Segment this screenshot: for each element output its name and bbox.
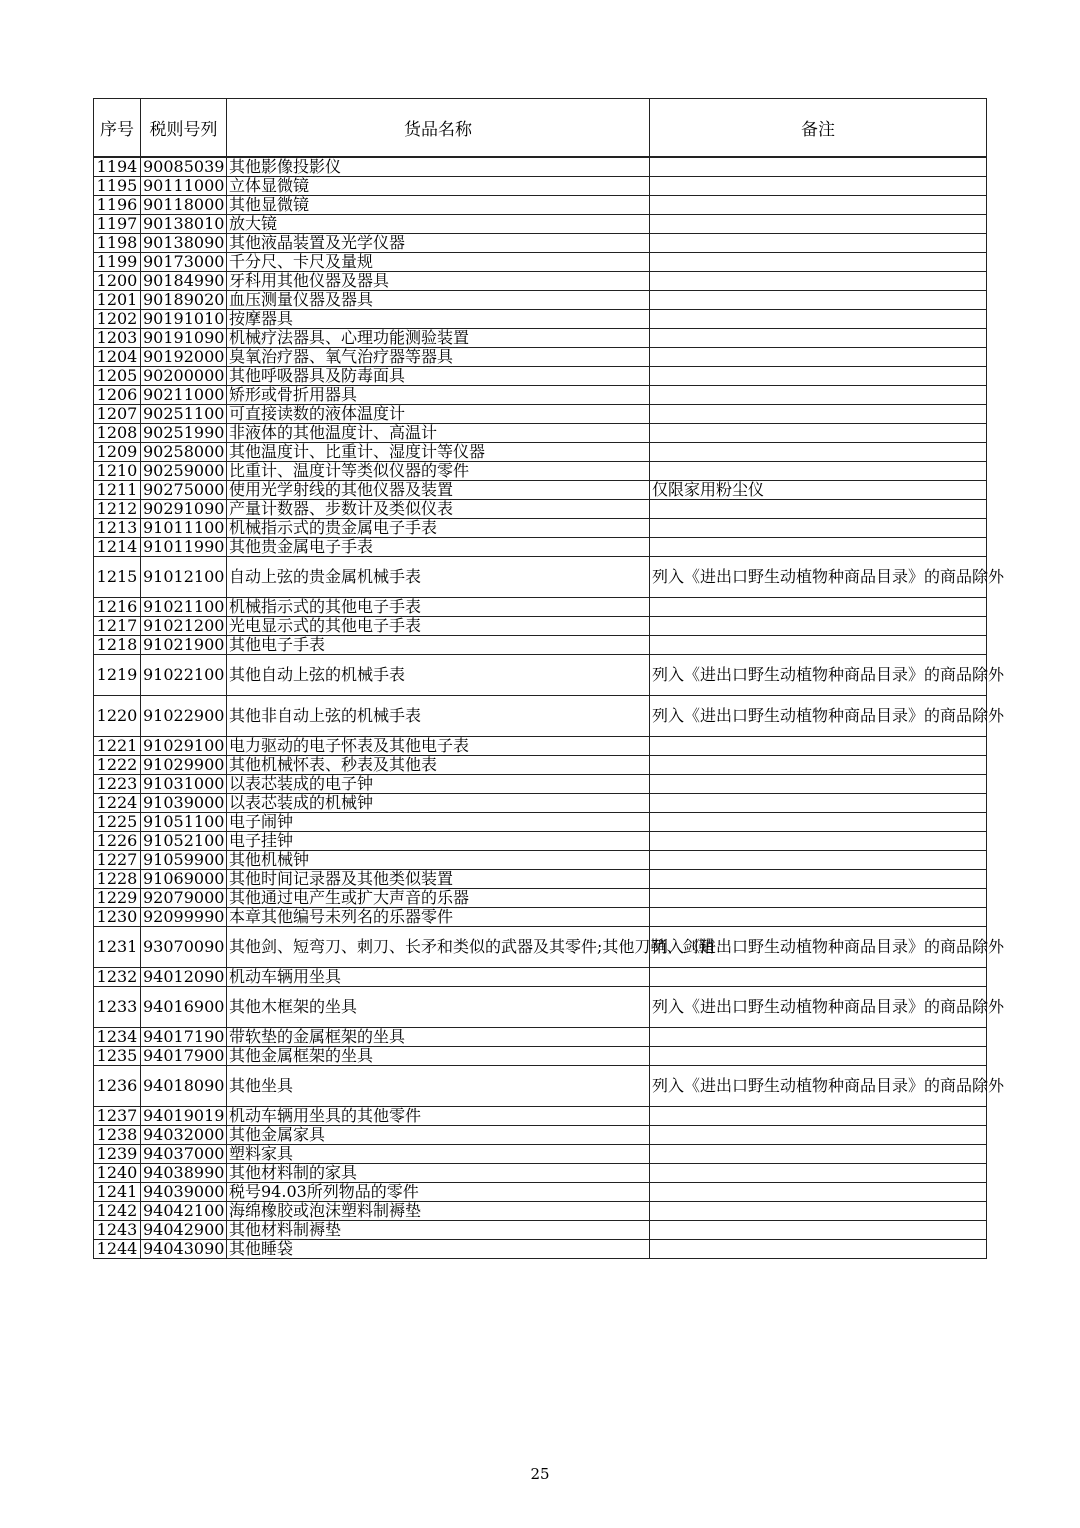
row-goods-name: 非液体的其他温度计、高温计	[227, 424, 650, 443]
row-goods-name: 可直接读数的液体温度计	[227, 405, 650, 424]
row-goods-name: 其他金属家具	[227, 1126, 650, 1145]
row-tariff-code: 90200000	[141, 367, 227, 386]
row-index: 1244	[94, 1240, 141, 1259]
table-row	[94, 215, 987, 234]
table-row	[94, 756, 987, 775]
table-row	[94, 1028, 987, 1047]
row-tariff-code: 92099990	[141, 908, 227, 927]
row-goods-name: 其他通过电产生或扩大声音的乐器	[227, 889, 650, 908]
row-index: 1221	[94, 737, 141, 756]
table-row	[94, 405, 987, 424]
row-remark	[650, 215, 987, 234]
row-remark	[650, 272, 987, 291]
row-goods-name: 机动车辆用坐具	[227, 968, 650, 987]
table-row	[94, 272, 987, 291]
row-tariff-code: 91022100	[141, 655, 227, 696]
table-row	[94, 775, 987, 794]
row-tariff-code: 91011100	[141, 519, 227, 538]
row-tariff-code: 91052100	[141, 832, 227, 851]
row-tariff-code: 90259000	[141, 462, 227, 481]
goods-table	[93, 98, 1005, 1259]
row-tariff-code: 91012100	[141, 557, 227, 598]
row-tariff-code: 91039000	[141, 794, 227, 813]
row-index: 1233	[94, 987, 141, 1028]
row-index: 1240	[94, 1164, 141, 1183]
row-index: 1197	[94, 215, 141, 234]
row-index: 1207	[94, 405, 141, 424]
row-index: 1230	[94, 908, 141, 927]
row-index: 1208	[94, 424, 141, 443]
row-remark	[650, 1183, 987, 1202]
row-remark	[650, 386, 987, 405]
row-index: 1203	[94, 329, 141, 348]
row-remark	[650, 1221, 987, 1240]
row-tariff-code: 94012090	[141, 968, 227, 987]
row-tariff-code: 90251100	[141, 405, 227, 424]
row-index: 1205	[94, 367, 141, 386]
header-goods-name: 货品名称	[227, 99, 650, 158]
row-remark	[650, 291, 987, 310]
table-row	[94, 462, 987, 481]
row-remark	[650, 196, 987, 215]
row-tariff-code: 90085039	[141, 157, 227, 177]
row-goods-name: 其他睡袋	[227, 1240, 650, 1259]
row-index: 1234	[94, 1028, 141, 1047]
row-goods-name: 光电显示式的其他电子手表	[227, 617, 650, 636]
row-goods-name: 本章其他编号未列名的乐器零件	[227, 908, 650, 927]
row-remark	[650, 519, 987, 538]
row-index: 1199	[94, 253, 141, 272]
table-row	[94, 196, 987, 215]
row-goods-name: 千分尺、卡尺及量规	[227, 253, 650, 272]
table-row	[94, 617, 987, 636]
row-index: 1215	[94, 557, 141, 598]
row-goods-name: 塑料家具	[227, 1145, 650, 1164]
row-remark	[650, 1126, 987, 1145]
table-row	[94, 177, 987, 196]
row-tariff-code: 94043090	[141, 1240, 227, 1259]
row-remark	[650, 405, 987, 424]
header-row	[94, 99, 987, 158]
table-row	[94, 636, 987, 655]
row-tariff-code: 94042100	[141, 1202, 227, 1221]
row-remark	[650, 253, 987, 272]
row-remark: 列入《进出口野生动植物种商品目录》的商品除外	[650, 1066, 987, 1107]
row-tariff-code: 90191090	[141, 329, 227, 348]
row-goods-name: 其他木框架的坐具	[227, 987, 650, 1028]
table-row	[94, 908, 987, 927]
table-row	[94, 968, 987, 987]
row-remark	[650, 310, 987, 329]
table-row	[94, 598, 987, 617]
table-row	[94, 1126, 987, 1145]
row-tariff-code: 90251990	[141, 424, 227, 443]
table-row	[94, 443, 987, 462]
header-remarks: 备注	[650, 99, 987, 158]
row-tariff-code: 92079000	[141, 889, 227, 908]
row-index: 1243	[94, 1221, 141, 1240]
table-row	[94, 1047, 987, 1066]
row-goods-name: 其他温度计、比重计、湿度计等仪器	[227, 443, 650, 462]
table-row	[94, 519, 987, 538]
header-index: 序号	[94, 99, 141, 158]
row-remark	[650, 348, 987, 367]
row-index: 1210	[94, 462, 141, 481]
row-goods-name: 带软垫的金属框架的坐具	[227, 1028, 650, 1047]
row-goods-name: 其他金属框架的坐具	[227, 1047, 650, 1066]
row-tariff-code: 94039000	[141, 1183, 227, 1202]
row-index: 1224	[94, 794, 141, 813]
row-tariff-code: 94042900	[141, 1221, 227, 1240]
row-tariff-code: 90275000	[141, 481, 227, 500]
row-index: 1237	[94, 1107, 141, 1126]
row-index: 1242	[94, 1202, 141, 1221]
row-goods-name: 其他材料制的家具	[227, 1164, 650, 1183]
row-tariff-code: 91051100	[141, 813, 227, 832]
row-index: 1211	[94, 481, 141, 500]
table-row	[94, 481, 987, 500]
row-remark	[650, 598, 987, 617]
row-remark	[650, 889, 987, 908]
table-row	[94, 348, 987, 367]
row-index: 1227	[94, 851, 141, 870]
row-tariff-code: 94032000	[141, 1126, 227, 1145]
row-tariff-code: 90258000	[141, 443, 227, 462]
row-remark	[650, 538, 987, 557]
row-index: 1212	[94, 500, 141, 519]
table-row	[94, 655, 987, 696]
row-index: 1235	[94, 1047, 141, 1066]
row-tariff-code: 91029900	[141, 756, 227, 775]
table-row	[94, 1107, 987, 1126]
row-index: 1225	[94, 813, 141, 832]
row-remark	[650, 617, 987, 636]
row-index: 1223	[94, 775, 141, 794]
row-remark	[650, 870, 987, 889]
row-goods-name: 放大镜	[227, 215, 650, 234]
row-tariff-code: 91021100	[141, 598, 227, 617]
row-goods-name: 其他机械怀表、秒表及其他表	[227, 756, 650, 775]
row-remark: 列入《进出口野生动植物种商品目录》的商品除外	[650, 655, 987, 696]
row-index: 1200	[94, 272, 141, 291]
row-remark	[650, 1107, 987, 1126]
row-goods-name: 海绵橡胶或泡沫塑料制褥垫	[227, 1202, 650, 1221]
table-row	[94, 1164, 987, 1183]
row-goods-name: 臭氧治疗器、氧气治疗器等器具	[227, 348, 650, 367]
row-remark	[650, 908, 987, 927]
row-goods-name: 立体显微镜	[227, 177, 650, 196]
row-remark: 列入《进出口野生动植物种商品目录》的商品除外	[650, 696, 987, 737]
row-goods-name: 以表芯装成的电子钟	[227, 775, 650, 794]
row-goods-name: 血压测量仪器及器具	[227, 291, 650, 310]
row-goods-name: 使用光学射线的其他仪器及装置	[227, 481, 650, 500]
row-index: 1241	[94, 1183, 141, 1202]
row-index: 1209	[94, 443, 141, 462]
row-tariff-code: 94038990	[141, 1164, 227, 1183]
table-row	[94, 870, 987, 889]
table-row	[94, 557, 987, 598]
table-row	[94, 157, 987, 177]
row-tariff-code: 90184990	[141, 272, 227, 291]
row-tariff-code: 90211000	[141, 386, 227, 405]
table-row	[94, 538, 987, 557]
row-goods-name: 其他坐具	[227, 1066, 650, 1107]
row-goods-name: 机动车辆用坐具的其他零件	[227, 1107, 650, 1126]
row-goods-name: 其他非自动上弦的机械手表	[227, 696, 650, 737]
row-index: 1206	[94, 386, 141, 405]
table-row	[94, 1145, 987, 1164]
row-index: 1217	[94, 617, 141, 636]
row-remark	[650, 1240, 987, 1259]
row-remark	[650, 756, 987, 775]
row-index: 1229	[94, 889, 141, 908]
row-index: 1204	[94, 348, 141, 367]
row-remark	[650, 157, 987, 177]
row-tariff-code: 90192000	[141, 348, 227, 367]
row-remark	[650, 1164, 987, 1183]
table-row	[94, 927, 987, 968]
row-index: 1236	[94, 1066, 141, 1107]
row-goods-name: 机械疗法器具、心理功能测验装置	[227, 329, 650, 348]
row-goods-name: 比重计、温度计等类似仪器的零件	[227, 462, 650, 481]
row-remark	[650, 794, 987, 813]
row-goods-name: 以表芯装成的机械钟	[227, 794, 650, 813]
row-remark	[650, 737, 987, 756]
row-remark	[650, 636, 987, 655]
row-goods-name: 自动上弦的贵金属机械手表	[227, 557, 650, 598]
table-row	[94, 889, 987, 908]
row-index: 1228	[94, 870, 141, 889]
table-row	[94, 500, 987, 519]
row-remark	[650, 177, 987, 196]
row-tariff-code: 91022900	[141, 696, 227, 737]
row-goods-name: 机械指示式的其他电子手表	[227, 598, 650, 617]
header-tariff-code: 税则号列	[141, 99, 227, 158]
row-index: 1232	[94, 968, 141, 987]
row-goods-name: 其他剑、短弯刀、刺刀、长矛和类似的武器及其零件;其他刀鞘、剑鞘	[227, 927, 650, 968]
table-row	[94, 987, 987, 1028]
row-index: 1195	[94, 177, 141, 196]
row-goods-name: 产量计数器、步数计及类似仪表	[227, 500, 650, 519]
table-row	[94, 851, 987, 870]
row-tariff-code: 90118000	[141, 196, 227, 215]
row-goods-name: 其他材料制褥垫	[227, 1221, 650, 1240]
row-goods-name: 其他机械钟	[227, 851, 650, 870]
table-row	[94, 329, 987, 348]
row-index: 1219	[94, 655, 141, 696]
row-tariff-code: 94016900	[141, 987, 227, 1028]
row-goods-name: 税号94.03所列物品的零件	[227, 1183, 650, 1202]
table-row	[94, 794, 987, 813]
row-goods-name: 机械指示式的贵金属电子手表	[227, 519, 650, 538]
row-goods-name: 电子闹钟	[227, 813, 650, 832]
row-tariff-code: 90111000	[141, 177, 227, 196]
table-row	[94, 737, 987, 756]
row-remark	[650, 234, 987, 253]
table-row	[94, 696, 987, 737]
table-row	[94, 386, 987, 405]
row-remark	[650, 851, 987, 870]
row-tariff-code: 91011990	[141, 538, 227, 557]
row-goods-name: 矫形或骨折用器具	[227, 386, 650, 405]
row-index: 1222	[94, 756, 141, 775]
row-tariff-code: 90291090	[141, 500, 227, 519]
row-remark	[650, 1047, 987, 1066]
row-remark	[650, 443, 987, 462]
row-index: 1220	[94, 696, 141, 737]
row-remark: 仅限家用粉尘仪	[650, 481, 987, 500]
row-remark	[650, 775, 987, 794]
table-row	[94, 1202, 987, 1221]
row-tariff-code: 91029100	[141, 737, 227, 756]
row-index: 1231	[94, 927, 141, 968]
row-tariff-code: 94017900	[141, 1047, 227, 1066]
row-index: 1196	[94, 196, 141, 215]
row-goods-name: 牙科用其他仪器及器具	[227, 272, 650, 291]
table-row	[94, 1183, 987, 1202]
row-tariff-code: 90189020	[141, 291, 227, 310]
table-row	[94, 813, 987, 832]
row-goods-name: 其他电子手表	[227, 636, 650, 655]
row-tariff-code: 94019019	[141, 1107, 227, 1126]
table-row	[94, 1240, 987, 1259]
table-row	[94, 310, 987, 329]
row-index: 1239	[94, 1145, 141, 1164]
row-goods-name: 其他时间记录器及其他类似装置	[227, 870, 650, 889]
row-goods-name: 其他贵金属电子手表	[227, 538, 650, 557]
row-index: 1194	[94, 157, 141, 177]
table-row	[94, 424, 987, 443]
row-remark	[650, 1145, 987, 1164]
row-index: 1238	[94, 1126, 141, 1145]
row-tariff-code: 90191010	[141, 310, 227, 329]
row-remark	[650, 462, 987, 481]
table-row	[94, 291, 987, 310]
row-tariff-code: 90138090	[141, 234, 227, 253]
row-remark: 列入《进出口野生动植物种商品目录》的商品除外	[650, 987, 987, 1028]
row-goods-name: 其他影像投影仪	[227, 157, 650, 177]
row-goods-name: 按摩器具	[227, 310, 650, 329]
table-row	[94, 367, 987, 386]
row-tariff-code: 91021200	[141, 617, 227, 636]
row-goods-name: 电力驱动的电子怀表及其他电子表	[227, 737, 650, 756]
table-body	[94, 157, 1005, 1259]
row-tariff-code: 94037000	[141, 1145, 227, 1164]
row-index: 1216	[94, 598, 141, 617]
row-goods-name: 其他呼吸器具及防毒面具	[227, 367, 650, 386]
row-remark	[650, 1202, 987, 1221]
row-goods-name: 其他自动上弦的机械手表	[227, 655, 650, 696]
table-row	[94, 1066, 987, 1107]
row-remark	[650, 813, 987, 832]
row-goods-name: 其他显微镜	[227, 196, 650, 215]
row-remark	[650, 500, 987, 519]
row-tariff-code: 94017190	[141, 1028, 227, 1047]
row-index: 1202	[94, 310, 141, 329]
row-remark	[650, 1028, 987, 1047]
page-number: 25	[530, 1465, 550, 1483]
row-index: 1214	[94, 538, 141, 557]
row-remark	[650, 424, 987, 443]
row-tariff-code: 94018090	[141, 1066, 227, 1107]
row-index: 1218	[94, 636, 141, 655]
row-tariff-code: 90138010	[141, 215, 227, 234]
row-remark: 列入《进出口野生动植物种商品目录》的商品除外	[650, 927, 987, 968]
table-row	[94, 234, 987, 253]
table-row	[94, 832, 987, 851]
row-index: 1213	[94, 519, 141, 538]
row-tariff-code: 90173000	[141, 253, 227, 272]
row-tariff-code: 93070090	[141, 927, 227, 968]
table-row	[94, 253, 987, 272]
row-remark	[650, 367, 987, 386]
row-tariff-code: 91031000	[141, 775, 227, 794]
row-index: 1226	[94, 832, 141, 851]
table-row	[94, 1221, 987, 1240]
row-tariff-code: 91021900	[141, 636, 227, 655]
row-tariff-code: 91059900	[141, 851, 227, 870]
row-goods-name: 其他液晶装置及光学仪器	[227, 234, 650, 253]
row-remark	[650, 968, 987, 987]
row-remark	[650, 832, 987, 851]
row-tariff-code: 91069000	[141, 870, 227, 889]
row-goods-name: 电子挂钟	[227, 832, 650, 851]
row-index: 1201	[94, 291, 141, 310]
row-remark	[650, 329, 987, 348]
row-remark: 列入《进出口野生动植物种商品目录》的商品除外	[650, 557, 987, 598]
row-index: 1198	[94, 234, 141, 253]
